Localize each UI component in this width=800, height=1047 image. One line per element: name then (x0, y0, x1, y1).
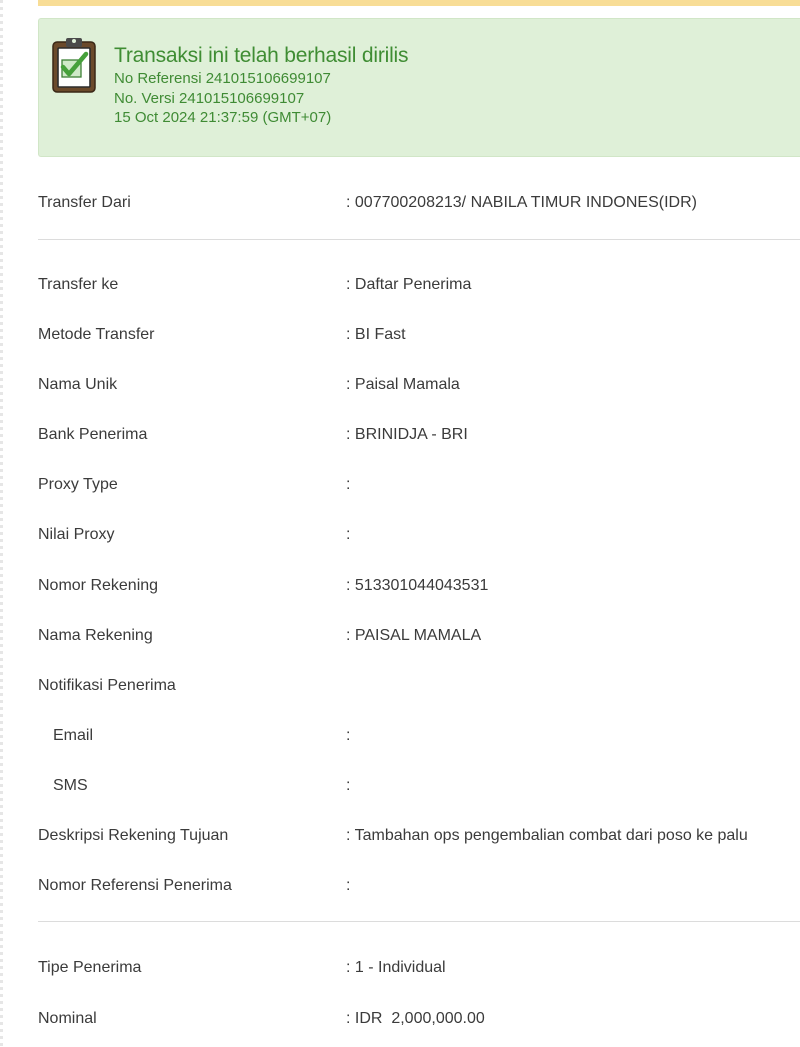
version-number: No. Versi 241015106699107 (114, 89, 305, 107)
row-nama-unik (38, 374, 800, 396)
row-notifikasi-penerima (38, 675, 800, 697)
value-transfer-ke: : Daftar Penerima (346, 276, 472, 293)
value-nomor-referensi-penerima: : (346, 877, 351, 894)
value-transfer-dari: : 007700208213/ NABILA TIMUR INDONES(IDR) (346, 194, 697, 211)
value-bank-penerima: : BRINIDJA - BRI (346, 426, 468, 443)
row-deskripsi-rekening-tujuan (38, 825, 800, 847)
row-nomor-referensi-penerima (38, 875, 800, 897)
value-nominal: : IDR 2,000,000.00 (346, 1010, 485, 1027)
value-deskripsi-rekening-tujuan: : Tambahan ops pengembalian combat dari poso ke palu (346, 827, 748, 844)
value-metode-transfer: : BI Fast (346, 326, 406, 343)
row-sms (38, 775, 800, 797)
value-nama-rekening: : PAISAL MAMALA (346, 627, 482, 644)
reference-number: No Referensi 241015106699107 (114, 70, 331, 87)
top-accent-bar (38, 0, 800, 6)
label-sms: SMS (53, 777, 88, 794)
label-proxy-type: Proxy Type (38, 476, 118, 493)
label-notifikasi-penerima: Notifikasi Penerima (38, 677, 176, 694)
row-transfer-ke (38, 274, 800, 296)
row-metode-transfer (38, 324, 800, 346)
section-divider (38, 921, 800, 922)
row-nominal (38, 1008, 800, 1030)
label-metode-transfer: Metode Transfer (38, 326, 155, 343)
label-nilai-proxy: Nilai Proxy (38, 526, 115, 543)
label-nomor-referensi-penerima: Nomor Referensi Penerima (38, 877, 232, 894)
value-sms: : (346, 777, 351, 794)
label-nama-unik: Nama Unik (38, 376, 118, 393)
transaction-timestamp: 15 Oct 2024 21:37:59 (GMT+07) (114, 109, 332, 126)
row-nama-rekening (38, 625, 800, 647)
label-nama-rekening: Nama Rekening (38, 627, 153, 644)
label-nomor-rekening: Nomor Rekening (38, 577, 159, 594)
label-transfer-dari: Transfer Dari (38, 194, 131, 211)
label-transfer-ke: Transfer ke (38, 276, 119, 293)
label-tipe-penerima: Tipe Penerima (38, 959, 142, 976)
section-divider (38, 239, 800, 240)
clipboard-check-icon (51, 36, 97, 94)
label-bank-penerima: Bank Penerima (38, 426, 148, 443)
label-email: Email (53, 727, 94, 744)
value-email: : (346, 727, 351, 744)
success-title: Transaksi ini telah berhasil dirilis (114, 44, 409, 67)
value-tipe-penerima: : 1 - Individual (346, 959, 446, 976)
row-nilai-proxy (38, 524, 800, 546)
value-proxy-type: : (346, 476, 351, 493)
row-tipe-penerima (38, 957, 800, 979)
label-nominal: Nominal (38, 1010, 97, 1027)
page-left-border (0, 0, 3, 1047)
row-bank-penerima (38, 424, 800, 446)
value-nilai-proxy: : (346, 526, 351, 543)
value-nomor-rekening: : 513301044043531 (346, 577, 489, 594)
success-banner (38, 18, 800, 157)
row-transfer-dari (38, 192, 800, 214)
row-email (38, 725, 800, 747)
banner-text (114, 43, 408, 128)
row-nomor-rekening (38, 575, 800, 597)
row-proxy-type (38, 474, 800, 496)
label-deskripsi-rekening-tujuan: Deskripsi Rekening Tujuan (38, 827, 229, 844)
value-nama-unik: : Paisal Mamala (346, 376, 460, 393)
